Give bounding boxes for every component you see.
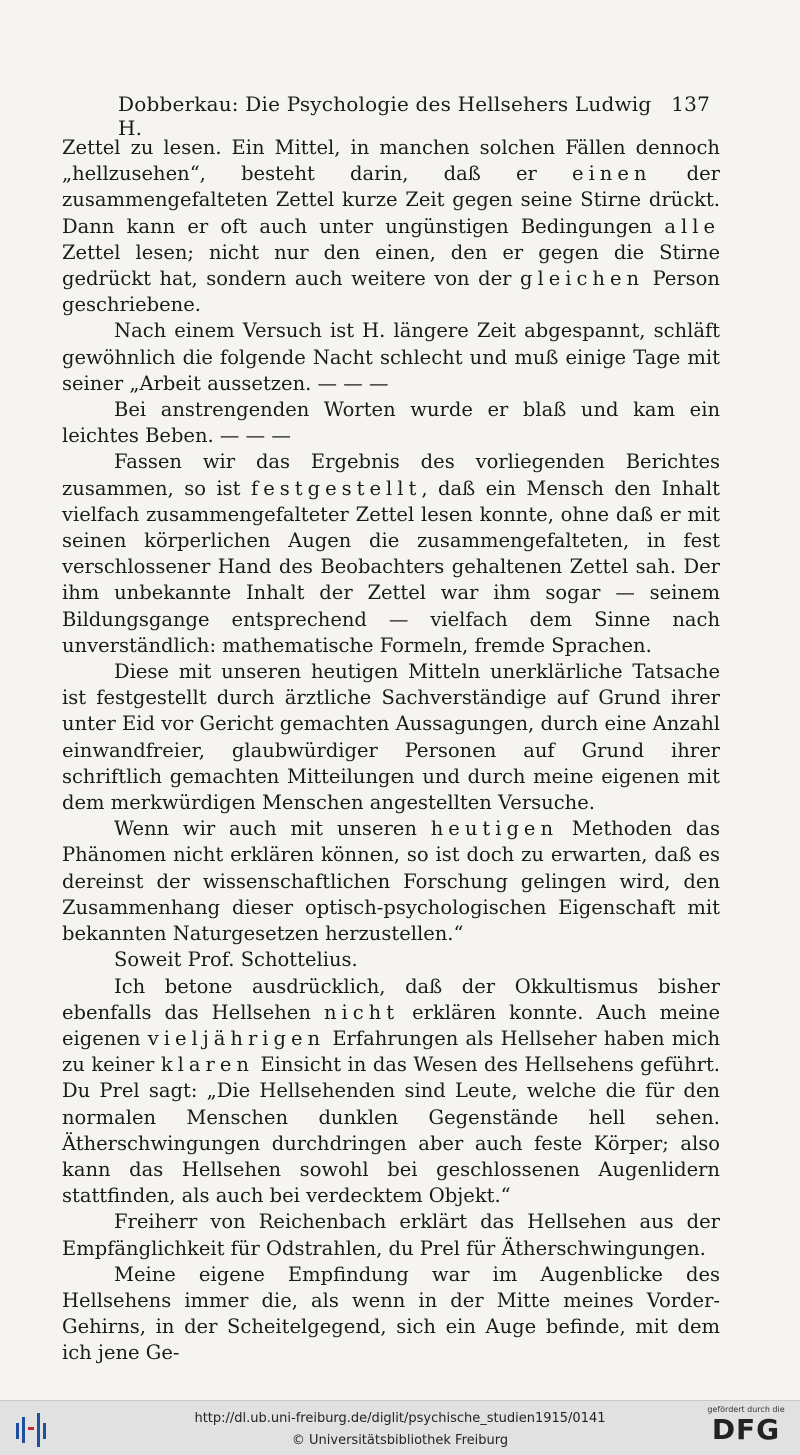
dfg-logo-text: DFG — [711, 1413, 781, 1446]
viewer-footer — [0, 1400, 800, 1455]
paragraph-9: Freiherr von Reichenbach erklärt das Hellsehen aus der Empfänglichkeit für Odstrahlen, du Prel für Ätherschwingungen. — [62, 1210, 720, 1260]
running-title: Dobberkau: Die Psychologie des Hellsehers Ludwig H. — [118, 92, 652, 140]
paragraph-2: Nach einem Versuch ist H. längere Zeit abgespannt, schläft gewöhnlich die folgende Nacht schlecht und muß einige Tage mit seiner „Arbeit aussetzen. — — — — [62, 319, 720, 395]
paragraph-5: Diese mit unseren heutigen Mitteln unerklärliche Tatsache ist festgestellt durch ärztliche Sachverständige auf Grund ihrer unter Eid vor Gericht gemachten Aussagungen, durch eine Anzahl einwandfreier, glaubwürdiger Personen auf Grund ihrer schriftlich gemachten Mitteilungen und durch meine eigenen mit dem merkwürdigen Menschen angestellten Versuche. — [62, 660, 720, 815]
dfg-logo — [700, 1405, 792, 1451]
paragraph-7: Soweit Prof. Schottelius. — [114, 948, 358, 972]
paragraph-6: Wenn wir auch mit unseren heutigen Methoden das Phänomen nicht erklären können, so ist doch zu erwarten, daß es dereinst der wissenschaftlichen Forschung gelingen wird, den Zusammenhang dieser optisch-psychologischen Eigenschaft mit bekannten Naturgesetzen herzustellen.“ — [62, 817, 720, 946]
paragraph-4: Fassen wir das Ergebnis des vorliegenden Berichtes zusammen, so ist festgestellt, daß ein Mensch den Inhalt vielfach zusammengefalteter Zettel lesen konnte, ohne daß er mit seinen körperlichen Augen die zusammengefalteten, in fest verschlossener Hand des Beobachters gehaltenen Zettel sah. Der ihm unbekannte Inhalt der Zettel war ihm sogar — seinem Bildungsgange entsprechend — vielfach dem Sinne nach unverständlich: mathematische Formeln, fremde Sprachen. — [62, 450, 720, 657]
body-text — [62, 135, 720, 1367]
paragraph-3: Bei anstrengenden Worten wurde er blaß und kam ein leichtes Beben. — — — — [62, 398, 720, 448]
page-number: 137 — [671, 92, 710, 116]
paragraph-1: Zettel zu lesen. Ein Mittel, in manchen solchen Fällen dennoch „hellzusehen“, besteht darin, daß er einen der zusammengefalteten Zettel kurze Zeit gegen seine Stirne drückt. Dann kann er oft auch unter ungünstigen Bedingungen alle Zettel lesen; nicht nur den einen, den er gegen die Stirne gedrückt hat, sondern auch weitere von der gleichen Person geschriebene. — [62, 136, 720, 317]
paragraph-8: Ich betone ausdrücklich, daß der Okkultismus bisher ebenfalls das Hellsehen nicht erklären konnte. Auch meine eigenen vieljährigen Erfahrungen als Hellseher haben mich zu keiner klaren Einsicht in das Wesen des Hellsehens geführt. Du Prel sagt: „Die Hellsehenden sind Leute, welche die für den normalen Menschen dunklen Gegenstände hell sehen. Ätherschwingungen durchdringen aber auch feste Körper; also kann das Hellsehen sowohl bei geschlossenen Augenlidern stattfinden, als auch bei verdecktem Objekt.“ — [62, 974, 720, 1208]
dfg-caption: gefördert durch die — [707, 1405, 785, 1414]
paragraph-10: Meine eigene Empfindung war im Augenblicke des Hellsehens immer die, als wenn in der Mitte meines Vorder-Gehirns, in der Scheitelgegend, sich ein Auge befinde, mit dem ich jene Ge- — [62, 1262, 720, 1365]
running-header — [118, 92, 710, 140]
copyright-notice: © Universitätsbibliothek Freiburg — [291, 1433, 509, 1448]
permalink-url[interactable]: http://dl.ub.uni-freiburg.de/diglit/psychische_studien1915/0141 — [194, 1411, 606, 1426]
